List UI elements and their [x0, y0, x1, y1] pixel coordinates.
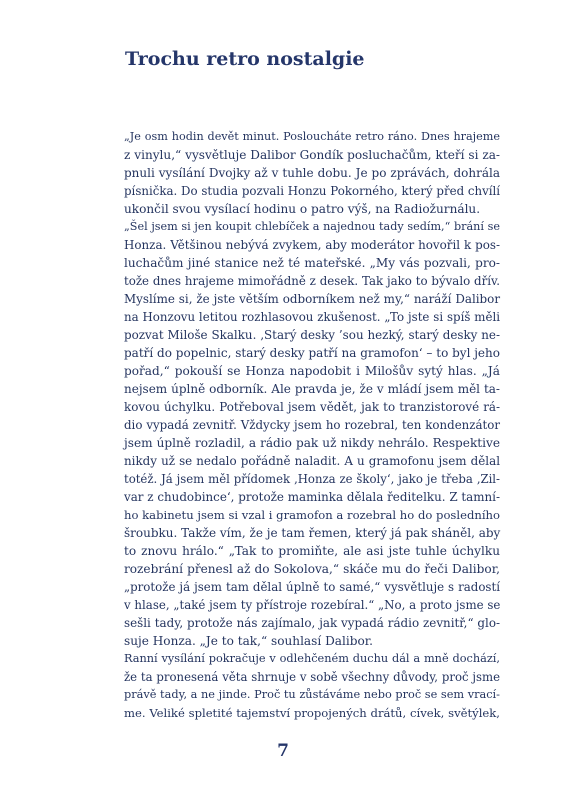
text-line: šroubku. Takže vím, že je tam řemen, který já pak sháněl, aby [124, 526, 501, 540]
page-number: 7 [277, 741, 289, 761]
text-line: nikdy už se nedalo pořádně naladit. A u gramofonu jsem dělal [124, 454, 500, 468]
text-line: pnuli vysílání Dvojky až v tuhle dobu. Je po zprávách, dohrála [124, 166, 500, 180]
text-line: že ta pronesená věta shrnuje v sobě všechny důvody, proč jsme [124, 670, 500, 684]
text-line: var z chudobince‘, protože maminka dělala ředitelku. Z tamní- [124, 490, 500, 504]
text-line: patří do popelnic, starý desky patří na gramofon‘ – to byl jeho [124, 346, 500, 360]
text-line: Honza. Většinou nebývá zvykem, aby moderátor hovořil k pos- [124, 238, 500, 252]
text-line: právě tady, a ne jinde. Proč tu zůstáváme nebo proč se sem vrací- [124, 688, 500, 701]
text-line: pozvat Miloše Skalku. ‚Starý desky ’sou hezký, starý desky ne- [124, 328, 500, 342]
text-line: písnička. Do studia pozvali Honzu Pokorného, který před chvílí [124, 184, 501, 198]
text-line: pořad,“ pokouší se Honza napodobit i Milošův sytý hlas. „Já [124, 364, 500, 378]
text-line: „Šel jsem si jen koupit chlebíček a najednou tady sedím,“ brání se [124, 220, 500, 233]
text-line: me. Veliké spletité tajemství propojených drátů, cívek, světýlek, [124, 706, 500, 720]
text-line: z vinylu,“ vysvětluje Dalibor Gondík posluchačům, kteří si za- [124, 148, 500, 162]
text-line: „Je osm hodin devět minut. Posloucháte retro ráno. Dnes hrajeme [124, 130, 500, 143]
text-line: Myslíme si, že jste větším odborníkem než my,“ naráží Dalibor [124, 292, 500, 306]
text-line: „protože já jsem tam dělal úplně to samé,“ vysvětluje s radostí [124, 580, 500, 594]
text-line: sešli tady, protože nás zajímalo, jak vypadá rádio zevnitř,“ glo- [124, 616, 500, 630]
chapter-title: Trochu retro nostalgie [125, 48, 365, 70]
text-line: v hlase, „také jsem ty přístroje rozebíral.“ „No, a proto jsme se [124, 598, 501, 612]
text-line: na Honzovu letitou rozhlasovou zkušenost. „To jste si spíš měli [124, 310, 500, 324]
text-line: kovou úchylku. Potřeboval jsem vědět, jak to tranzistorové rá- [124, 400, 500, 414]
text-line: to znovu hrálo.“ „Tak to promiňte, ale asi jste tuhle úchylku [124, 544, 500, 558]
text-line: ho kabinetu jsem si vzal i gramofon a rozebral ho do posledního [124, 508, 500, 522]
text-line: tože dnes hrajeme mimořádně z desek. Tak jako to bývalo dřív. [124, 274, 500, 288]
text-line: totéž. Já jsem měl přídomek ‚Honza ze školy‘, jako je třeba ‚Zil- [124, 472, 500, 486]
text-line: jsem úplně rozladil, a rádio pak už nikdy nehrálo. Respektive [124, 436, 500, 450]
text-line: luchačům jiné stanice než té mateřské. „My vás pozvali, pro- [124, 256, 500, 270]
text-line: nejsem úplně odborník. Ale pravda je, že v mládí jsem měl ta- [124, 382, 500, 396]
text-line: rozebrání přenesl až do Sokolova,“ skáče mu do řeči Dalibor, [124, 562, 500, 576]
text-line: Ranní vysílání pokračuje v odlehčeném duchu dál a mně dochází, [124, 652, 500, 665]
text-line: suje Honza. „Je to tak,“ souhlasí Dalibor. [124, 634, 374, 648]
text-line: ukončil svou vysílací hodinu o patro výš, na Radiožurnálu. [124, 202, 481, 216]
text-line: dio vypadá zevnitř. Vždycky jsem ho rozebral, ten kondenzátor [124, 418, 500, 432]
